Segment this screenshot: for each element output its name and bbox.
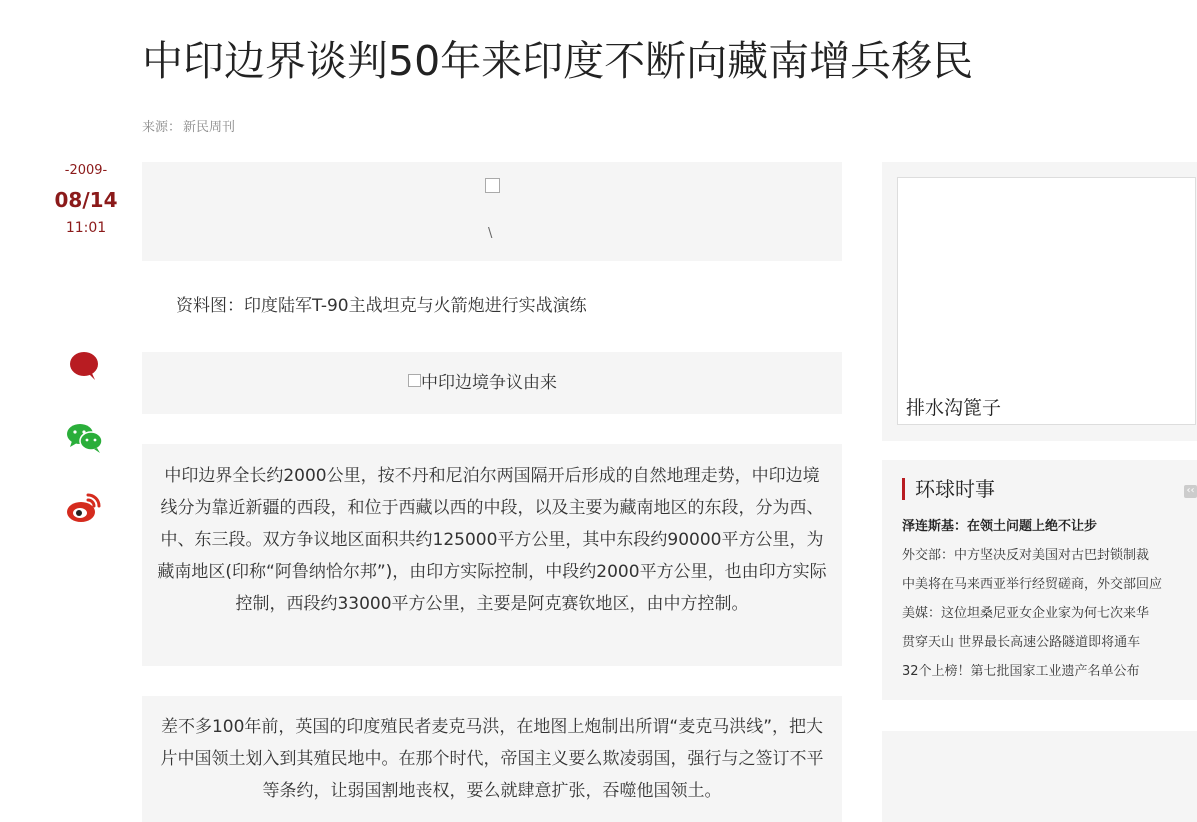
ad-frame[interactable]: [897, 177, 1196, 425]
paragraph-1: 中印边界全长约2000公里，按不丹和尼泊尔两国隔开后形成的自然地理走势，中印边境线分为靠近新疆的西段，和位于西藏以西的中段，以及主要为藏南地区的东段，分为西、中、东三段。双方争议地区面积共约125000平方公里，其中东段约90000平方公里，为藏南地区(印称“阿鲁纳恰尔邦”)，由印方实际控制，中段约2000平方公里，也由印方实际控制，西段约33000平方公里，主要是阿克赛钦地区，由中方控制。: [157, 466, 827, 614]
news-item[interactable]: 泽连斯基：在领土问题上绝不让步: [902, 519, 1098, 534]
news-item[interactable]: 32个上榜！第七批国家工业遗产名单公布: [902, 664, 1140, 679]
broken-image-icon: [485, 178, 500, 193]
figure-1-caption: 资料图：印度陆军T-90主战坦克与火箭炮进行实战演练: [176, 296, 587, 316]
source-label: 来源：: [142, 120, 182, 135]
publish-date: [50, 163, 122, 236]
ad-label[interactable]: 排水沟篦子: [906, 397, 1002, 419]
publish-time: 11:01: [65, 220, 107, 236]
page-title: 中印边界谈判50年来印度不断向藏南增兵移民: [142, 37, 974, 85]
broken-image-icon: [408, 374, 421, 387]
news-item[interactable]: 外交部：中方坚决反对美国对古巴封锁制裁: [902, 548, 1150, 563]
paragraph-2: 差不多100年前，英国的印度殖民者麦克马洪，在地图上炮制出所谓“麦克马洪线”，把大片中国领土划入到其殖民地中。在那个时代，帝国主义要么欺凌弱国，强行与之签订不平等条约，让弱国割地丧权，要么就肆意扩张，吞噬他国领土。: [160, 717, 824, 801]
news-section-title: 环球时事: [902, 478, 995, 500]
source-name: 新民周刊: [183, 120, 236, 135]
news-list: [902, 515, 1192, 689]
news-item[interactable]: 中美将在马来西亚举行经贸磋商，外交部回应: [902, 577, 1163, 592]
figure-2-alt: 中印边境争议由来: [421, 373, 557, 393]
comment-icon[interactable]: [68, 350, 100, 386]
wechat-icon[interactable]: [66, 422, 104, 458]
publish-year: -2009-: [64, 163, 108, 178]
sidebar-bottom-box: [882, 731, 1197, 822]
news-item[interactable]: 贯穿天山 世界最长高速公路隧道即将通车: [902, 635, 1141, 650]
weibo-icon[interactable]: [66, 490, 102, 528]
article-source: [142, 116, 235, 135]
collapse-button[interactable]: ‹‹: [1184, 485, 1197, 498]
paragraph-1-box: [142, 444, 842, 666]
figure-2: [142, 352, 842, 414]
news-item[interactable]: 美媒：这位坦桑尼亚女企业家为何七次来华: [902, 606, 1150, 621]
publish-month-day: 08/14: [54, 188, 118, 212]
figure-1: [142, 162, 842, 261]
figure-1-mark: \: [488, 226, 493, 241]
paragraph-2-box: [142, 696, 842, 822]
